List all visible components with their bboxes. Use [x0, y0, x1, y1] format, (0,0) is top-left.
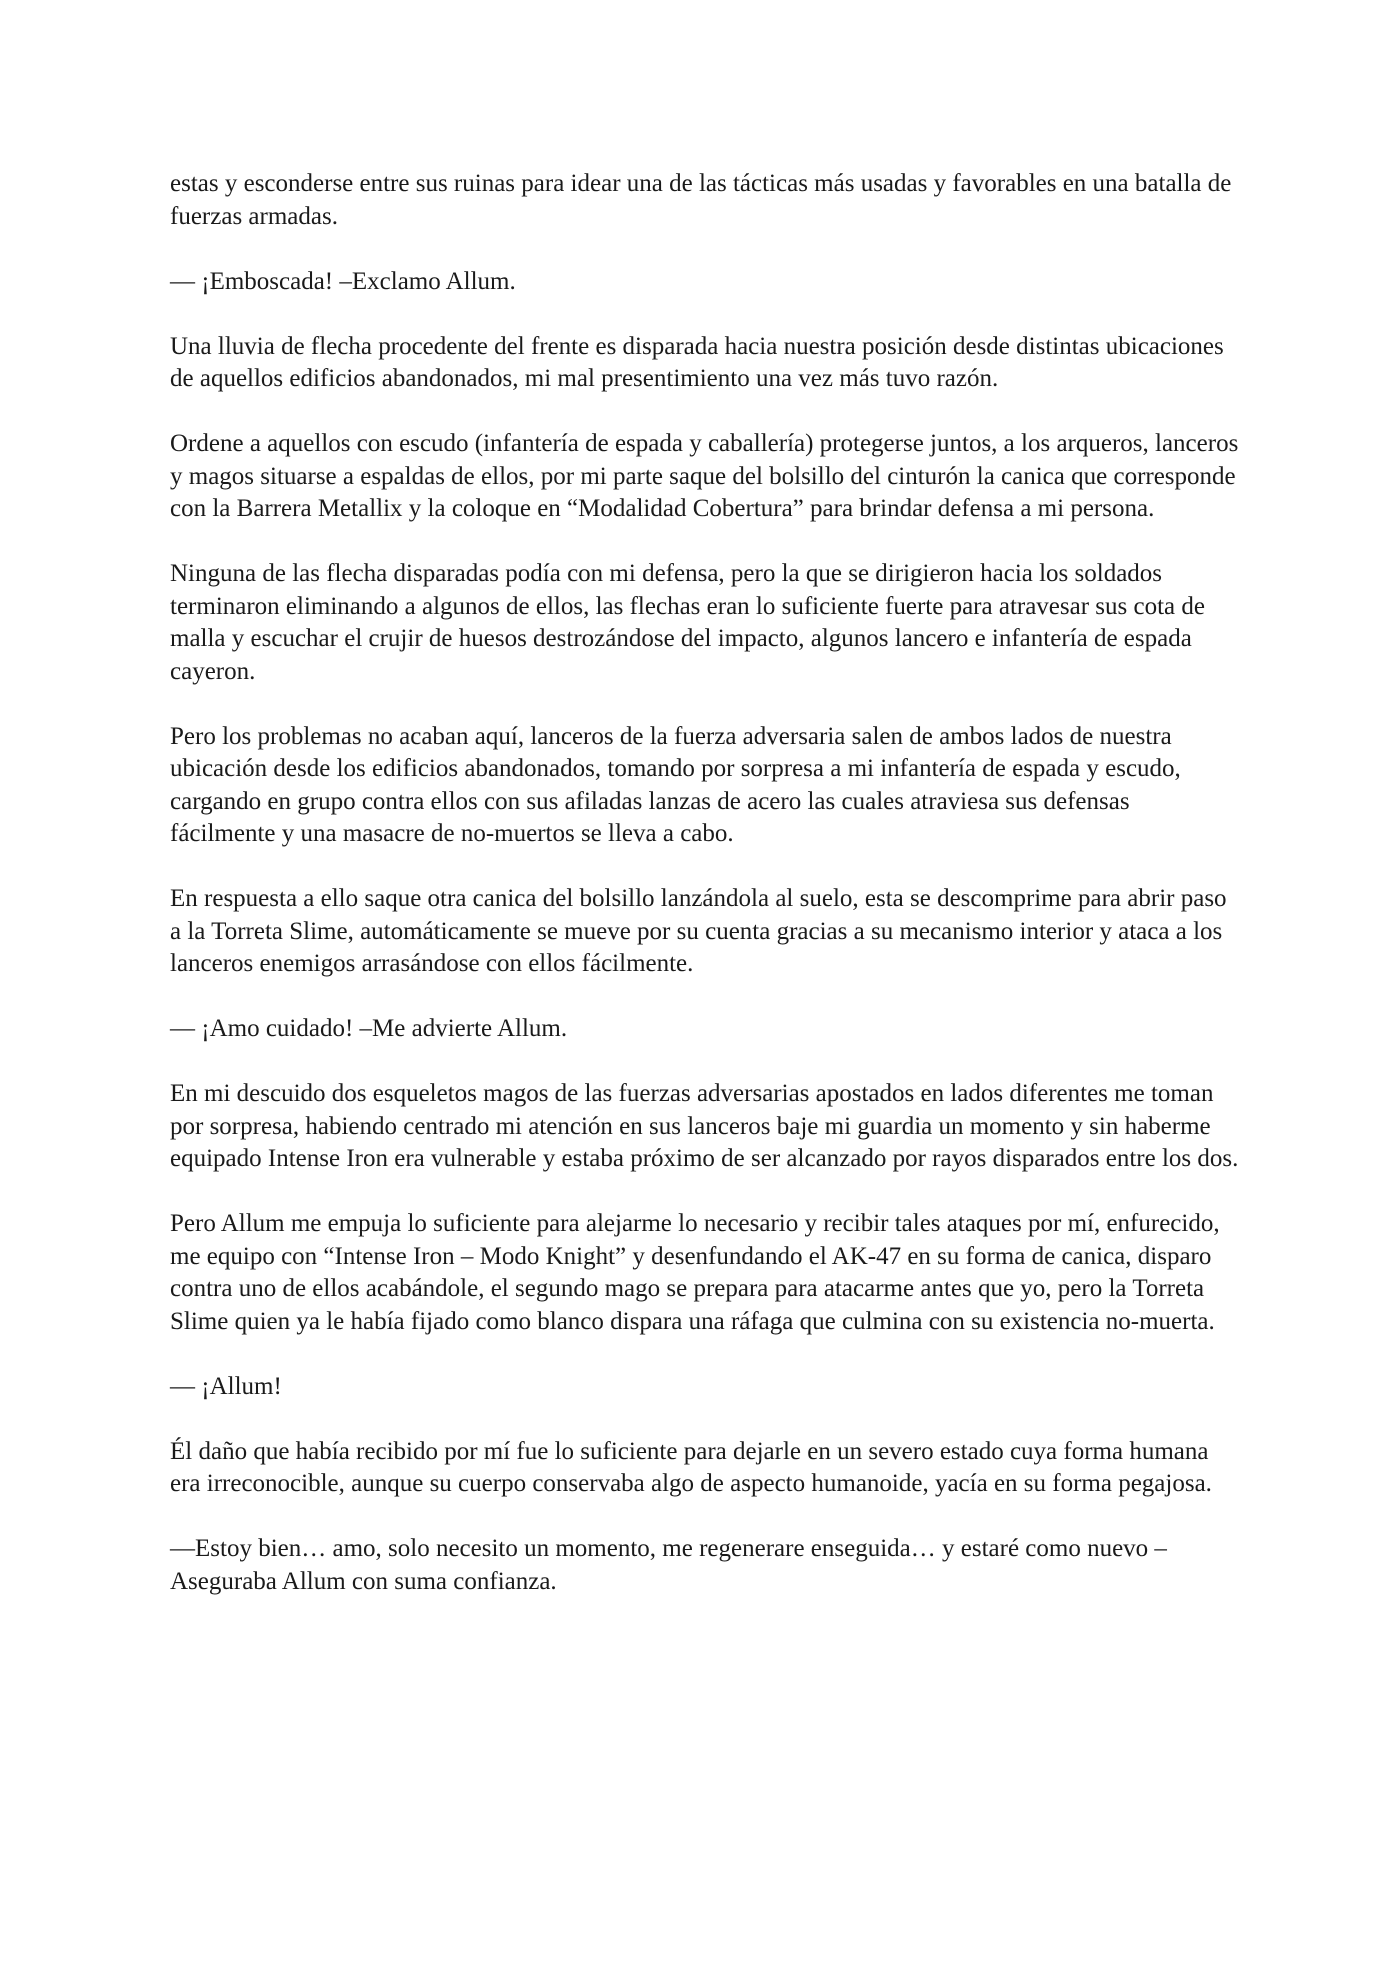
document-body	[170, 168, 1240, 1631]
dialogue-line: — ¡Allum!	[170, 1372, 282, 1400]
paragraph: Una lluvia de flecha procedente del frente es disparada hacia nuestra posición desde distintas ubicaciones de aquellos edificios abandonados, mi mal presentimiento una vez más tuvo razón.	[170, 332, 1224, 392]
paragraph: Pero Allum me empuja lo suficiente para alejarme lo necesario y recibir tales ataques por mí, enfurecido, me equipo con “Intense Iron – Modo Knight” y desenfundando el AK-47 en su forma de canica, disparo contra uno de ellos acabándole, el segundo mago se prepara para atacarme antes que yo, pero la Torreta Slime quien ya le había fijado como blanco dispara una ráfaga que culmina con su existencia no-muerta.	[170, 1210, 1220, 1335]
paragraph: Ninguna de las flecha disparadas podía con mi defensa, pero la que se dirigieron hacia los soldados terminaron eliminando a algunos de ellos, las flechas eran lo suficiente fuerte para atravesar sus cota de malla y escuchar el crujir de huesos destrozándose del impacto, algunos lancero e infantería de espada cayeron.	[170, 560, 1205, 685]
paragraph: estas y esconderse entre sus ruinas para idear una de las tácticas más usadas y favorables en una batalla de fuerzas armadas.	[170, 170, 1232, 230]
paragraph: Pero los problemas no acaban aquí, lanceros de la fuerza adversaria salen de ambos lados de nuestra ubicación desde los edificios abandonados, tomando por sorpresa a mi infantería de espada y escudo, cargando en grupo contra ellos con sus afiladas lanzas de acero las cuales atraviesa sus defensas fácilmente y una masacre de no-muertos se lleva a cabo.	[170, 722, 1181, 847]
paragraph: En respuesta a ello saque otra canica del bolsillo lanzándola al suelo, esta se descomprime para abrir paso a la Torreta Slime, automáticamente se mueve por su cuenta gracias a su mecanismo interior y ataca a los lanceros enemigos arrasándose con ellos fácilmente.	[170, 885, 1227, 977]
dialogue-line: — ¡Amo cuidado! –Me advierte Allum.	[170, 1015, 568, 1042]
dialogue-line: — ¡Emboscada! –Exclamo Allum.	[170, 267, 516, 295]
paragraph: Ordene a aquellos con escudo (infantería de espada y caballería) protegerse juntos, a los arqueros, lanceros y magos situarse a espaldas de ellos, por mi parte saque del bolsillo del cinturón la canica que corresponde con la Barrera Metallix y la coloque en “Modalidad Cobertura” para brindar defensa a mi persona.	[170, 430, 1239, 522]
dialogue-line: —Estoy bien… amo, solo necesito un momento, me regenerare enseguida… y estaré como nuevo –Aseguraba Allum con suma confianza.	[170, 1535, 1167, 1595]
paragraph: En mi descuido dos esqueletos magos de las fuerzas adversarias apostados en lados diferentes me toman por sorpresa, habiendo centrado mi atención en sus lanceros baje mi guardia un momento y sin haberme equipado Intense Iron era vulnerable y estaba próximo de ser alcanzado por rayos disparados entre los dos.	[170, 1080, 1239, 1172]
paragraph: Él daño que había recibido por mí fue lo suficiente para dejarle en un severo estado cuya forma humana era irreconocible, aunque su cuerpo conservaba algo de aspecto humanoide, yacía en su forma pegajosa.	[170, 1437, 1212, 1497]
